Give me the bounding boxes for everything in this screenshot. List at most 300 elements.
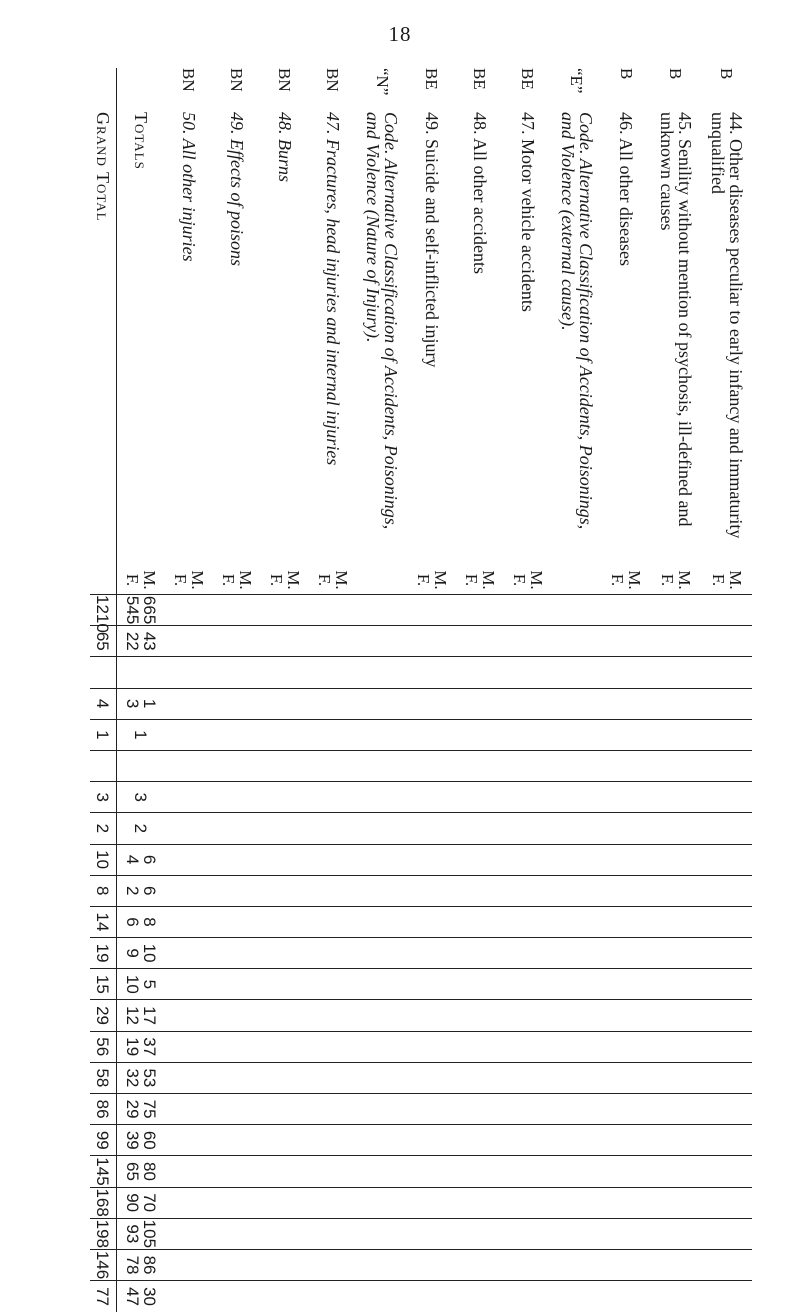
value-cell xyxy=(504,906,552,937)
value-cell: 168 xyxy=(90,1187,116,1218)
value-cell xyxy=(701,1062,752,1093)
value-cell: 65 xyxy=(90,626,116,657)
value-cell xyxy=(213,688,261,719)
value-cell xyxy=(701,844,752,875)
value-cell xyxy=(504,719,552,750)
table-row xyxy=(602,68,650,1312)
value-cell xyxy=(309,782,357,813)
value-cell xyxy=(408,626,456,657)
row-sex xyxy=(165,566,213,595)
value-cell xyxy=(90,750,116,781)
value-cell xyxy=(116,782,165,813)
sex-label: M. xyxy=(331,570,351,590)
value-cell xyxy=(408,719,456,750)
row-sex xyxy=(309,566,357,595)
value-cell xyxy=(165,1187,213,1218)
value-cell xyxy=(456,1218,504,1249)
row-code: BN xyxy=(179,68,199,92)
table-row xyxy=(357,68,408,1312)
value-cell xyxy=(261,1156,309,1187)
value-cell xyxy=(701,1156,752,1187)
value-cell xyxy=(602,875,650,906)
value-cell xyxy=(701,1249,752,1280)
value-cell xyxy=(456,813,504,844)
value-cell xyxy=(650,750,701,781)
value-cell xyxy=(213,1187,261,1218)
value-cell xyxy=(116,844,165,875)
sex-label: M. xyxy=(674,570,694,590)
value-cell xyxy=(165,782,213,813)
value-cell xyxy=(116,906,165,937)
sex-label: F. xyxy=(218,573,238,587)
value-cell xyxy=(602,626,650,657)
male-total: 10 xyxy=(139,943,159,963)
value-cell xyxy=(261,938,309,969)
value-cell xyxy=(504,1094,552,1125)
male-total: 17 xyxy=(139,1006,159,1025)
sex-label: F. xyxy=(314,573,334,587)
value-cell xyxy=(701,1125,752,1156)
value-cell xyxy=(504,844,552,875)
value-cell: 19 xyxy=(90,938,116,969)
value-cell xyxy=(602,1281,650,1312)
value-cell xyxy=(456,969,504,1000)
sex-label: F. xyxy=(608,573,628,587)
value-cell xyxy=(650,595,701,626)
value-cell xyxy=(504,969,552,1000)
value-cell xyxy=(701,969,752,1000)
row-sex xyxy=(552,566,603,595)
table-row xyxy=(116,68,165,1312)
page-number: 18 xyxy=(388,22,412,46)
sex-label: F. xyxy=(461,573,481,587)
sex-label: F. xyxy=(413,573,433,587)
value-cell xyxy=(261,1031,309,1062)
value-cell xyxy=(116,938,165,969)
sex-label: F. xyxy=(266,573,286,587)
value-cell xyxy=(701,813,752,844)
table-row xyxy=(701,68,752,1312)
value-cell xyxy=(309,1000,357,1031)
value-cell xyxy=(650,813,701,844)
female-total: 65 xyxy=(122,1162,142,1181)
value-cell xyxy=(213,875,261,906)
value-cell xyxy=(116,595,165,626)
value-cell xyxy=(408,1218,456,1249)
value-cell xyxy=(602,750,650,781)
value-cell xyxy=(602,1218,650,1249)
value-cell xyxy=(504,938,552,969)
value-cell xyxy=(552,1218,603,1249)
value-cell xyxy=(213,813,261,844)
value-cell xyxy=(357,844,408,875)
value-cell: 77 xyxy=(90,1281,116,1312)
value-cell xyxy=(261,626,309,657)
row-code: BN xyxy=(227,68,247,92)
value-cell xyxy=(552,1156,603,1187)
value-cell xyxy=(309,688,357,719)
value-cell xyxy=(165,719,213,750)
value-cell xyxy=(309,1156,357,1187)
value-cell xyxy=(650,1000,701,1031)
value-cell xyxy=(261,906,309,937)
value-cell xyxy=(602,1249,650,1280)
value-cell: 10 xyxy=(90,844,116,875)
value-cell xyxy=(504,688,552,719)
value-cell xyxy=(309,1281,357,1312)
row-code xyxy=(116,68,165,106)
value-cell: 15 xyxy=(90,969,116,1000)
value-cell: 3 xyxy=(90,782,116,813)
value-cell xyxy=(701,938,752,969)
value-cell xyxy=(552,844,603,875)
value-cell xyxy=(309,875,357,906)
value-cell xyxy=(504,657,552,688)
value-cell xyxy=(261,1094,309,1125)
value-cell xyxy=(213,1281,261,1312)
value-cell xyxy=(116,688,165,719)
value-cell: 99 xyxy=(90,1125,116,1156)
row-code: BN xyxy=(275,68,295,92)
male-total: 30 xyxy=(139,1287,159,1307)
row-label: 44. Other diseases peculiar to early infancy and immaturity unqualified xyxy=(707,112,746,539)
value-cell xyxy=(650,875,701,906)
value-cell xyxy=(213,595,261,626)
value-cell xyxy=(701,626,752,657)
value-cell xyxy=(552,719,603,750)
value-cell xyxy=(309,1249,357,1280)
value-cell: 14 xyxy=(90,906,116,937)
value-cell xyxy=(456,844,504,875)
value-cell xyxy=(261,1187,309,1218)
value-cell xyxy=(456,938,504,969)
value-cell xyxy=(456,906,504,937)
value-cell xyxy=(165,1281,213,1312)
row-sex xyxy=(504,566,552,595)
table-row xyxy=(650,68,701,1312)
female-total: 29 xyxy=(122,1099,142,1119)
value-cell xyxy=(357,657,408,688)
value-cell xyxy=(165,1031,213,1062)
value-cell xyxy=(213,782,261,813)
value-cell xyxy=(456,1125,504,1156)
male-total: 6 xyxy=(139,854,159,865)
value-cell xyxy=(602,1156,650,1187)
value-cell xyxy=(602,782,650,813)
value-cell xyxy=(116,1249,165,1280)
row-label: Grand Total xyxy=(90,106,116,566)
value-cell xyxy=(408,938,456,969)
value-cell xyxy=(552,906,603,937)
value-cell xyxy=(213,1094,261,1125)
value-cell xyxy=(650,906,701,937)
value-cell xyxy=(165,1125,213,1156)
value-cell xyxy=(552,1125,603,1156)
value-cell xyxy=(165,938,213,969)
value-cell xyxy=(116,1125,165,1156)
value-cell xyxy=(165,688,213,719)
value-cell xyxy=(701,1000,752,1031)
table-body xyxy=(90,68,752,1312)
value-cell xyxy=(261,1062,309,1093)
mortality-table xyxy=(90,68,752,1312)
table-row xyxy=(552,68,603,1312)
value-cell xyxy=(309,595,357,626)
value-cell xyxy=(650,1031,701,1062)
value-cell xyxy=(504,1218,552,1249)
value-cell xyxy=(552,969,603,1000)
row-label: Code. Alternative Classification of Accidents, Poisonings, and Violence (Nature of Injury). xyxy=(363,112,402,530)
value-cell xyxy=(650,1094,701,1125)
row-sex xyxy=(116,566,165,595)
value-cell xyxy=(504,1249,552,1280)
row-sex xyxy=(456,566,504,595)
row-label: 47. Motor vehicle accidents xyxy=(517,112,538,312)
value-cell xyxy=(261,1000,309,1031)
value-cell xyxy=(116,1156,165,1187)
value-cell xyxy=(357,1094,408,1125)
value-cell xyxy=(701,875,752,906)
value-cell xyxy=(602,1187,650,1218)
sex-label: F. xyxy=(122,573,142,587)
row-label: 49. Suicide and self-inflicted injury xyxy=(421,112,442,368)
value-cell xyxy=(309,1218,357,1249)
row-code: B xyxy=(666,68,686,80)
value-cell xyxy=(309,938,357,969)
value-cell xyxy=(701,1218,752,1249)
value-cell xyxy=(309,813,357,844)
value-cell xyxy=(552,938,603,969)
value-cell xyxy=(165,813,213,844)
value-cell xyxy=(357,750,408,781)
female-total: 93 xyxy=(122,1224,142,1244)
value-cell xyxy=(357,875,408,906)
row-code xyxy=(90,68,116,106)
value-cell xyxy=(650,1125,701,1156)
value-cell xyxy=(701,1187,752,1218)
value-cell xyxy=(456,1031,504,1062)
male-total: 1 xyxy=(131,730,151,740)
value-cell xyxy=(165,1249,213,1280)
value-cell xyxy=(701,595,752,626)
value-cell xyxy=(650,1187,701,1218)
male-total: 665 xyxy=(139,595,159,625)
value-cell xyxy=(165,906,213,937)
value-cell: 1210 xyxy=(90,595,116,626)
value-cell xyxy=(357,1000,408,1031)
value-cell xyxy=(261,657,309,688)
value-cell xyxy=(165,844,213,875)
value-cell xyxy=(408,969,456,1000)
value-cell: 4 xyxy=(90,688,116,719)
value-cell xyxy=(261,875,309,906)
value-cell xyxy=(213,1000,261,1031)
row-label: 48. Burns xyxy=(274,112,295,183)
value-cell xyxy=(602,906,650,937)
row-sex xyxy=(213,566,261,595)
female-total: 22 xyxy=(122,631,142,651)
row-label: 50. All other injuries xyxy=(178,112,199,262)
female-total: 4 xyxy=(122,854,142,865)
value-cell xyxy=(602,657,650,688)
value-cell xyxy=(261,688,309,719)
value-cell xyxy=(357,1125,408,1156)
value-cell xyxy=(552,626,603,657)
value-cell xyxy=(309,657,357,688)
value-cell xyxy=(408,657,456,688)
female-total: 12 xyxy=(122,1006,142,1025)
value-cell xyxy=(116,1031,165,1062)
value-cell xyxy=(213,657,261,688)
male-total: 2 xyxy=(131,823,151,834)
value-cell xyxy=(602,688,650,719)
value-cell xyxy=(90,657,116,688)
value-cell xyxy=(357,1031,408,1062)
value-cell xyxy=(408,906,456,937)
value-cell xyxy=(650,657,701,688)
value-cell xyxy=(357,688,408,719)
value-cell xyxy=(213,969,261,1000)
value-cell xyxy=(116,969,165,1000)
value-cell xyxy=(650,626,701,657)
value-cell xyxy=(456,750,504,781)
value-cell xyxy=(357,1281,408,1312)
female-total: 2 xyxy=(122,886,142,896)
female-total: 39 xyxy=(122,1130,142,1150)
value-cell xyxy=(456,1000,504,1031)
value-cell xyxy=(504,750,552,781)
value-cell xyxy=(504,1281,552,1312)
value-cell xyxy=(261,813,309,844)
value-cell xyxy=(552,782,603,813)
value-cell xyxy=(552,1062,603,1093)
value-cell: 1 xyxy=(90,719,116,750)
value-cell xyxy=(504,1187,552,1218)
value-cell xyxy=(552,595,603,626)
value-cell xyxy=(165,1156,213,1187)
row-sex xyxy=(90,566,116,595)
value-cell xyxy=(552,1031,603,1062)
value-cell xyxy=(309,1094,357,1125)
value-cell xyxy=(165,750,213,781)
sex-label: M. xyxy=(725,570,745,590)
value-cell xyxy=(213,844,261,875)
value-cell xyxy=(456,1281,504,1312)
value-cell xyxy=(552,875,603,906)
value-cell xyxy=(309,626,357,657)
value-cell xyxy=(602,719,650,750)
value-cell xyxy=(650,938,701,969)
row-label: 47. Fractures, head injuries and internal injuries xyxy=(322,112,343,466)
sex-label: F. xyxy=(657,573,677,587)
value-cell xyxy=(602,1094,650,1125)
value-cell xyxy=(213,1249,261,1280)
value-cell xyxy=(213,906,261,937)
value-cell xyxy=(357,969,408,1000)
value-cell xyxy=(504,1062,552,1093)
value-cell xyxy=(552,688,603,719)
row-label: Code. Alternative Classification of Accidents, Poisonings, and Violence (external cause). xyxy=(557,112,596,530)
value-cell xyxy=(213,1218,261,1249)
value-cell xyxy=(602,969,650,1000)
value-cell xyxy=(165,657,213,688)
row-code: “N” xyxy=(372,68,392,96)
value-cell xyxy=(408,875,456,906)
value-cell xyxy=(261,1281,309,1312)
value-cell xyxy=(116,1094,165,1125)
value-cell xyxy=(213,1125,261,1156)
value-cell xyxy=(261,1218,309,1249)
value-cell xyxy=(357,813,408,844)
value-cell xyxy=(408,1281,456,1312)
value-cell xyxy=(357,719,408,750)
value-cell xyxy=(213,1062,261,1093)
value-cell xyxy=(456,1094,504,1125)
row-code: BE xyxy=(470,68,490,90)
value-cell xyxy=(650,969,701,1000)
sex-label: F. xyxy=(170,573,190,587)
value-cell xyxy=(650,688,701,719)
value-cell xyxy=(261,782,309,813)
value-cell xyxy=(701,906,752,937)
female-total: 32 xyxy=(122,1068,142,1088)
value-cell xyxy=(456,688,504,719)
value-cell xyxy=(357,782,408,813)
value-cell xyxy=(357,938,408,969)
sex-label: F. xyxy=(509,573,529,587)
value-cell xyxy=(261,750,309,781)
value-cell xyxy=(408,1094,456,1125)
value-cell xyxy=(116,719,165,750)
value-cell xyxy=(504,813,552,844)
value-cell: 198 xyxy=(90,1218,116,1249)
value-cell xyxy=(357,595,408,626)
value-cell xyxy=(701,1031,752,1062)
value-cell xyxy=(650,1218,701,1249)
sex-label: M. xyxy=(478,570,498,590)
value-cell xyxy=(309,1125,357,1156)
value-cell xyxy=(504,626,552,657)
male-total: 6 xyxy=(139,886,159,896)
value-cell xyxy=(701,1094,752,1125)
value-cell xyxy=(504,1125,552,1156)
value-cell xyxy=(456,1249,504,1280)
table-row xyxy=(261,68,309,1312)
value-cell xyxy=(552,1094,603,1125)
value-cell xyxy=(357,1062,408,1093)
row-label: 49. Effects of poisons xyxy=(226,112,247,266)
value-cell xyxy=(602,844,650,875)
value-cell xyxy=(408,750,456,781)
value-cell: 58 xyxy=(90,1062,116,1093)
value-cell xyxy=(456,719,504,750)
rotated-mortality-table xyxy=(90,68,752,1312)
value-cell xyxy=(408,1031,456,1062)
table-row xyxy=(456,68,504,1312)
value-cell xyxy=(213,626,261,657)
value-cell xyxy=(213,719,261,750)
sex-label: M. xyxy=(139,570,159,590)
male-total: 8 xyxy=(139,917,159,927)
value-cell xyxy=(552,1000,603,1031)
male-total: 105 xyxy=(139,1219,159,1249)
value-cell xyxy=(165,626,213,657)
value-cell: 2 xyxy=(90,813,116,844)
male-total: 60 xyxy=(139,1130,159,1150)
value-cell: 56 xyxy=(90,1031,116,1062)
value-cell xyxy=(552,813,603,844)
value-cell xyxy=(165,1000,213,1031)
